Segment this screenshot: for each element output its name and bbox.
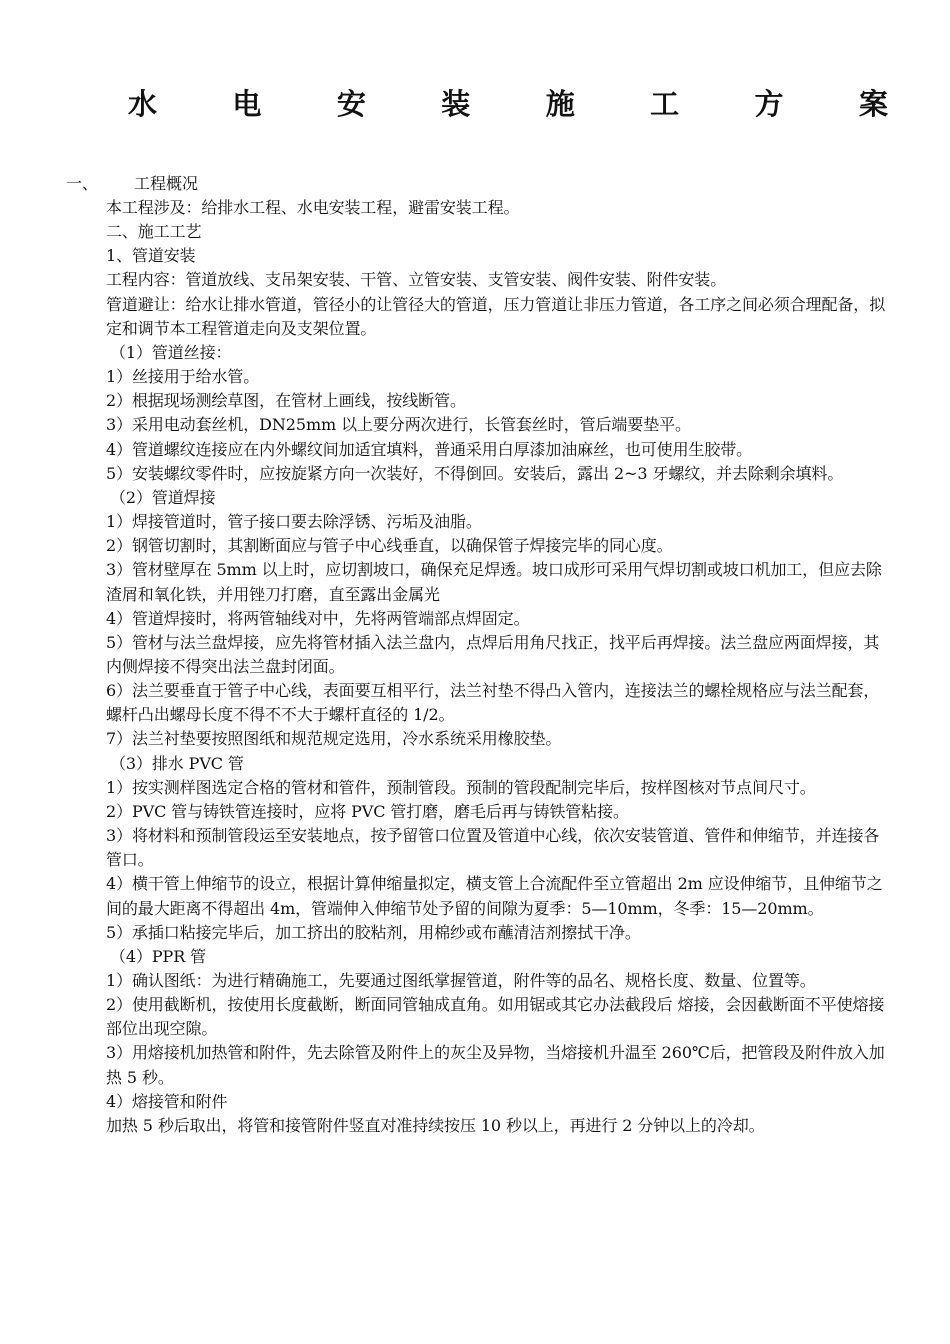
section-heading: 二、施工工艺	[106, 222, 202, 242]
section-heading-overview	[66, 172, 198, 196]
list-item: 3）采用电动套丝机，DN25mm 以上要分两次进行，长管套丝时，管后端要垫平。	[106, 415, 691, 435]
list-item: 5）安装螺纹零件时，应按旋紧方向一次装好，不得倒回。安装后，露出 2~3 牙螺纹，并去除剩余填料。	[106, 463, 844, 483]
list-item: 5）承插口粘接完毕后，加工挤出的胶粘剂，用棉纱或布蘸清洁剂擦拭干净。	[106, 922, 641, 942]
title-char: 水	[128, 87, 158, 121]
title-char: 电	[232, 87, 262, 121]
list-item: 6）法兰要垂直于管子中心线，表面要互相平行，法兰衬垫不得凸入管内，连接法兰的螺栓规格应与法兰配套，螺杆凸出螺母长度不得不不大于螺杆直径的 1/2。	[106, 681, 880, 725]
list-item: 2）根据现场测绘草图，在管材上画线，按线断管。	[106, 391, 466, 411]
section-title: 工程概况	[134, 174, 199, 193]
list-item: 3）将材料和预制管段运至安装地点，按予留管口位置及管道中心线，依次安装管道、管件和伸缩节，并连接各管口。	[106, 826, 880, 870]
document-body	[106, 196, 886, 1138]
list-item: 2）使用截断机，按使用长度截断，断面同管轴成直角。如用锯或其它办法截段后 熔接，会因截断面不平使熔接部位出现空隙。	[106, 995, 885, 1039]
section-number: 一、	[66, 174, 99, 193]
paragraph: 本工程涉及：给排水工程、水电安装工程，避雷安装工程。	[106, 198, 520, 217]
title-char: 方	[754, 87, 784, 121]
list-item: 4）横干管上伸缩节的设立，根据计算伸缩量拟定，横支管上合流配件至立管超出 2m 应设伸缩节，且伸缩节之间的最大距离不得超出 4m，管端伸入伸缩节处予留的间隙为夏季：5—10mm，冬季：15—20mm。	[106, 874, 883, 918]
list-item: 4）熔接管和附件	[106, 1091, 228, 1111]
subsection-heading: 1、管道安装	[106, 246, 196, 266]
title-char: 装	[441, 87, 471, 121]
list-item: 1）焊接管道时，管子接口要去除浮锈、污垢及油脂。	[106, 512, 482, 532]
title-char: 案	[858, 87, 888, 121]
list-item: 1）按实测样图选定合格的管材和管件，预制管段。预制的管段配制完毕后，按样图核对节点间尺寸。	[106, 777, 816, 797]
list-item: 7）法兰衬垫要按照图纸和规范规定选用，冷水系统采用橡胶垫。	[106, 729, 562, 749]
subsection-heading: （3）排水 PVC 管	[110, 753, 244, 773]
subsection-heading: （1）管道丝接：	[110, 342, 232, 362]
list-item: 4）管道焊接时，将两管轴线对中，先将两管端部点焊固定。	[106, 608, 530, 628]
list-item: 5）管材与法兰盘焊接，应先将管材插入法兰盘内，点焊后用角尺找正，找平后再焊接。法兰盘应两面焊接，其内侧焊接不得突出法兰盘封闭面。	[106, 632, 880, 676]
title-char: 安	[336, 87, 366, 121]
title-char: 工	[650, 87, 680, 121]
list-item: 1）丝接用于给水管。	[106, 367, 260, 387]
document-title	[128, 84, 888, 124]
list-item: 2）钢管切割时，其割断面应与管子中心线垂直，以确保管子焊接完毕的同心度。	[106, 536, 673, 556]
paragraph: 管道避让：给水让排水管道，管径小的让管径大的管道，压力管道让非压力管道，各工序之间必须合理配备，拟定和调节本工程管道走向及支架位置。	[106, 294, 886, 338]
paragraph: 工程内容：管道放线、支吊架安装、干管、立管安装、支管安装、阀件安装、附件安装。	[106, 270, 727, 290]
list-item: 3）管材壁厚在 5mm 以上时，应切割坡口，确保充足焊透。坡口成形可采用气焊切割或坡口机加工，但应去除渣屑和氧化铁，并用锉刀打磨，直至露出金属光	[106, 560, 882, 604]
list-item: 4）管道螺纹连接应在内外螺纹间加适宜填料，普通采用白厚漆加油麻丝，也可使用生胶带。	[106, 439, 753, 459]
subsection-heading: （4）PPR 管	[110, 946, 207, 966]
paragraph: 加热 5 秒后取出，将管和接管附件竖直对准持续按压 10 秒以上，再进行 2 分钟以上的冷却。	[106, 1115, 765, 1135]
subsection-heading: （2）管道焊接	[110, 487, 216, 507]
list-item: 2）PVC 管与铸铁管连接时，应将 PVC 管打磨，磨毛后再与铸铁管粘接。	[106, 801, 629, 821]
list-item: 3）用熔接机加热管和附件，先去除管及附件上的灰尘及异物，当熔接机升温至 260℃后，把管段及附件放入加热 5 秒。	[106, 1043, 885, 1087]
title-char: 施	[545, 87, 575, 121]
list-item: 1）确认图纸：为进行精确施工，先要通过图纸掌握管道，附件等的品名、规格长度、数量、位置等。	[106, 971, 816, 990]
